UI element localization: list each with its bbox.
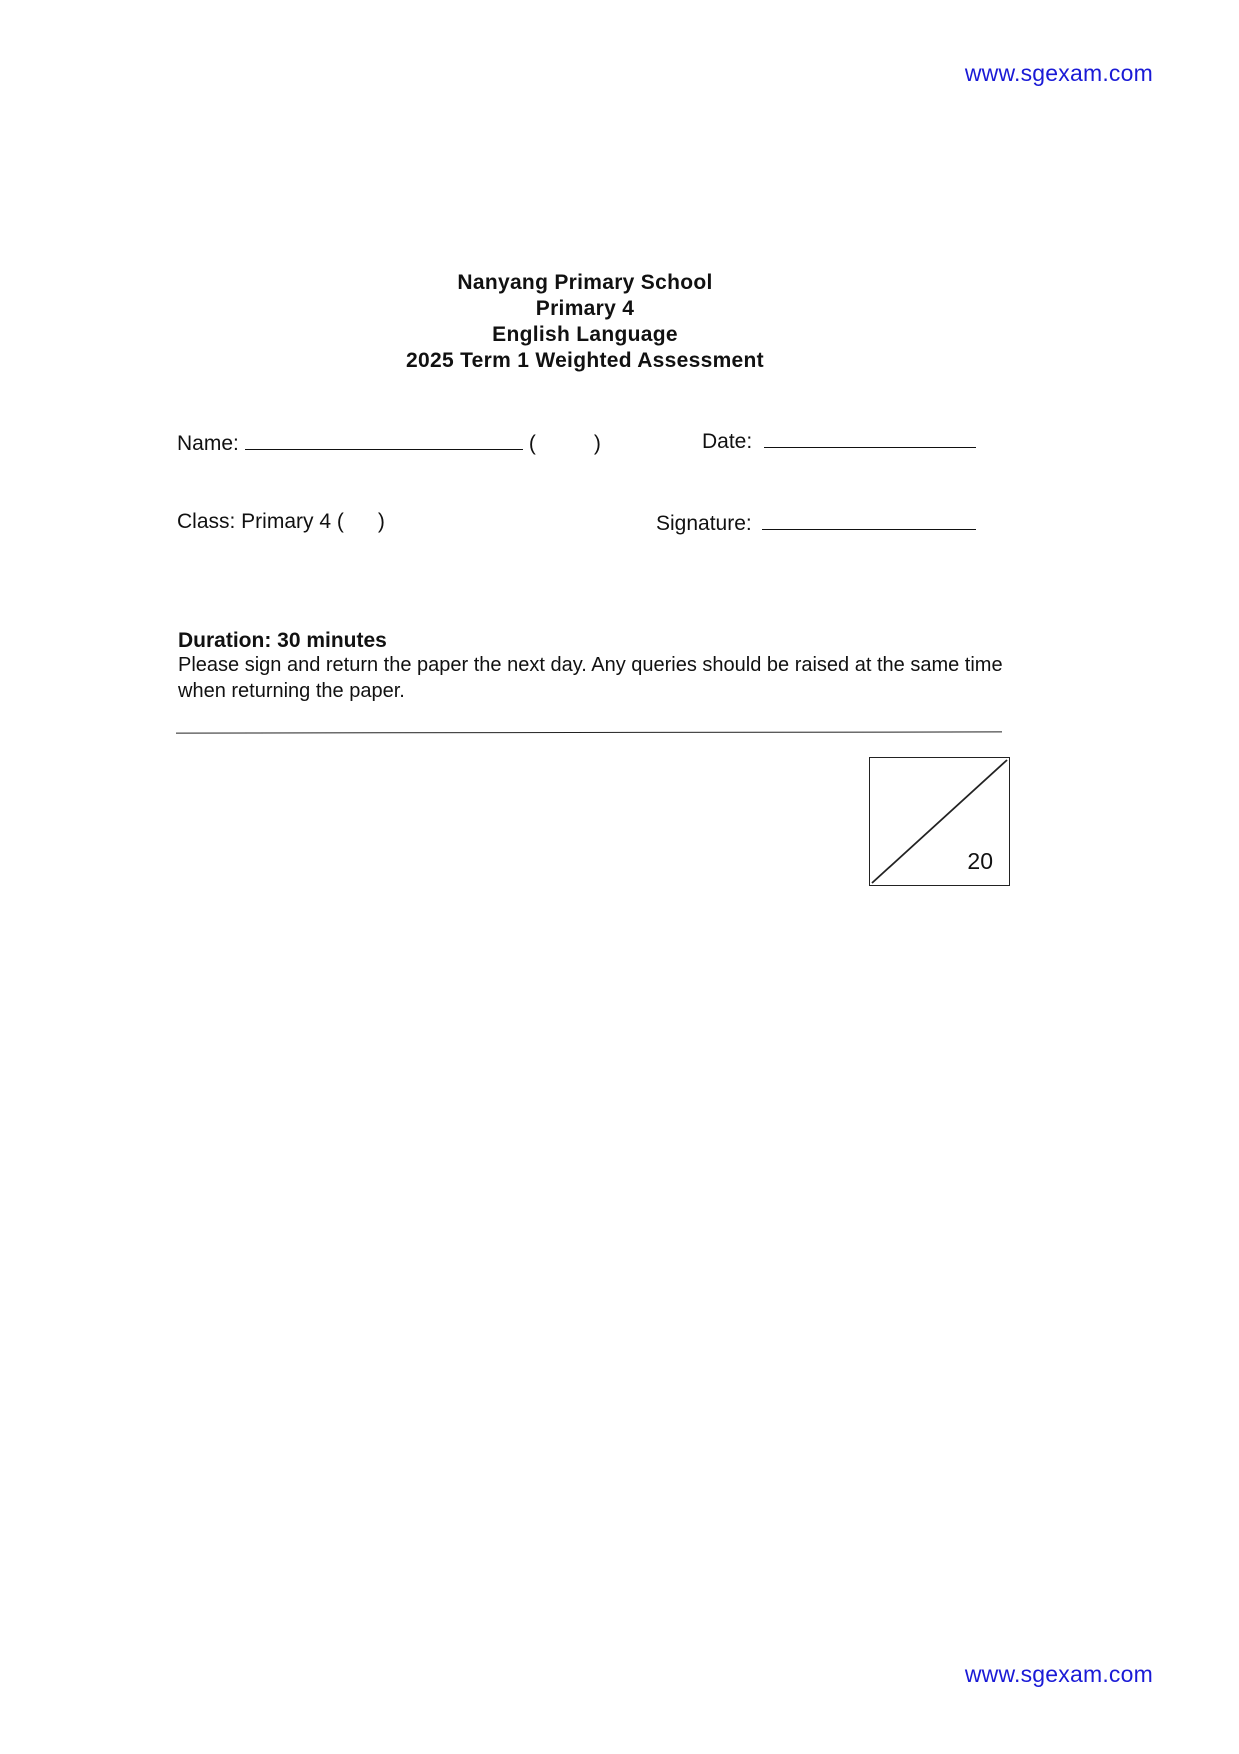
subject: English Language	[492, 323, 678, 346]
signature-label: Signature:	[656, 512, 752, 535]
date-label: Date:	[702, 430, 753, 453]
score-box	[869, 757, 1010, 886]
signature-blank[interactable]	[762, 528, 976, 530]
name-field	[177, 432, 601, 456]
watermark-top: www.sgexam.com	[964, 60, 1153, 86]
assessment-title: 2025 Term 1 Weighted Assessment	[406, 349, 764, 372]
paper-header	[0, 270, 1170, 374]
duration: Duration: 30 minutes	[178, 629, 387, 652]
score-total: 20	[967, 848, 993, 874]
level: Primary 4	[535, 297, 635, 320]
school-name: Nanyang Primary School	[457, 271, 713, 294]
instructions-note: Please sign and return the paper the next day. Any queries should be raised at the same time when returning the paper.	[178, 654, 1003, 702]
class-paren-close: )	[377, 510, 385, 533]
date-field	[702, 430, 976, 454]
index-paren-close: )	[593, 432, 601, 455]
index-paren-open: (	[528, 432, 536, 455]
signature-field	[656, 512, 976, 536]
class-field	[177, 510, 385, 534]
name-label: Name:	[177, 432, 239, 455]
class-label: Class: Primary 4 (	[177, 510, 344, 533]
date-blank[interactable]	[764, 446, 976, 448]
watermark-bottom: www.sgexam.com	[964, 1661, 1153, 1687]
divider-line	[176, 731, 1002, 733]
name-blank[interactable]	[245, 448, 523, 450]
